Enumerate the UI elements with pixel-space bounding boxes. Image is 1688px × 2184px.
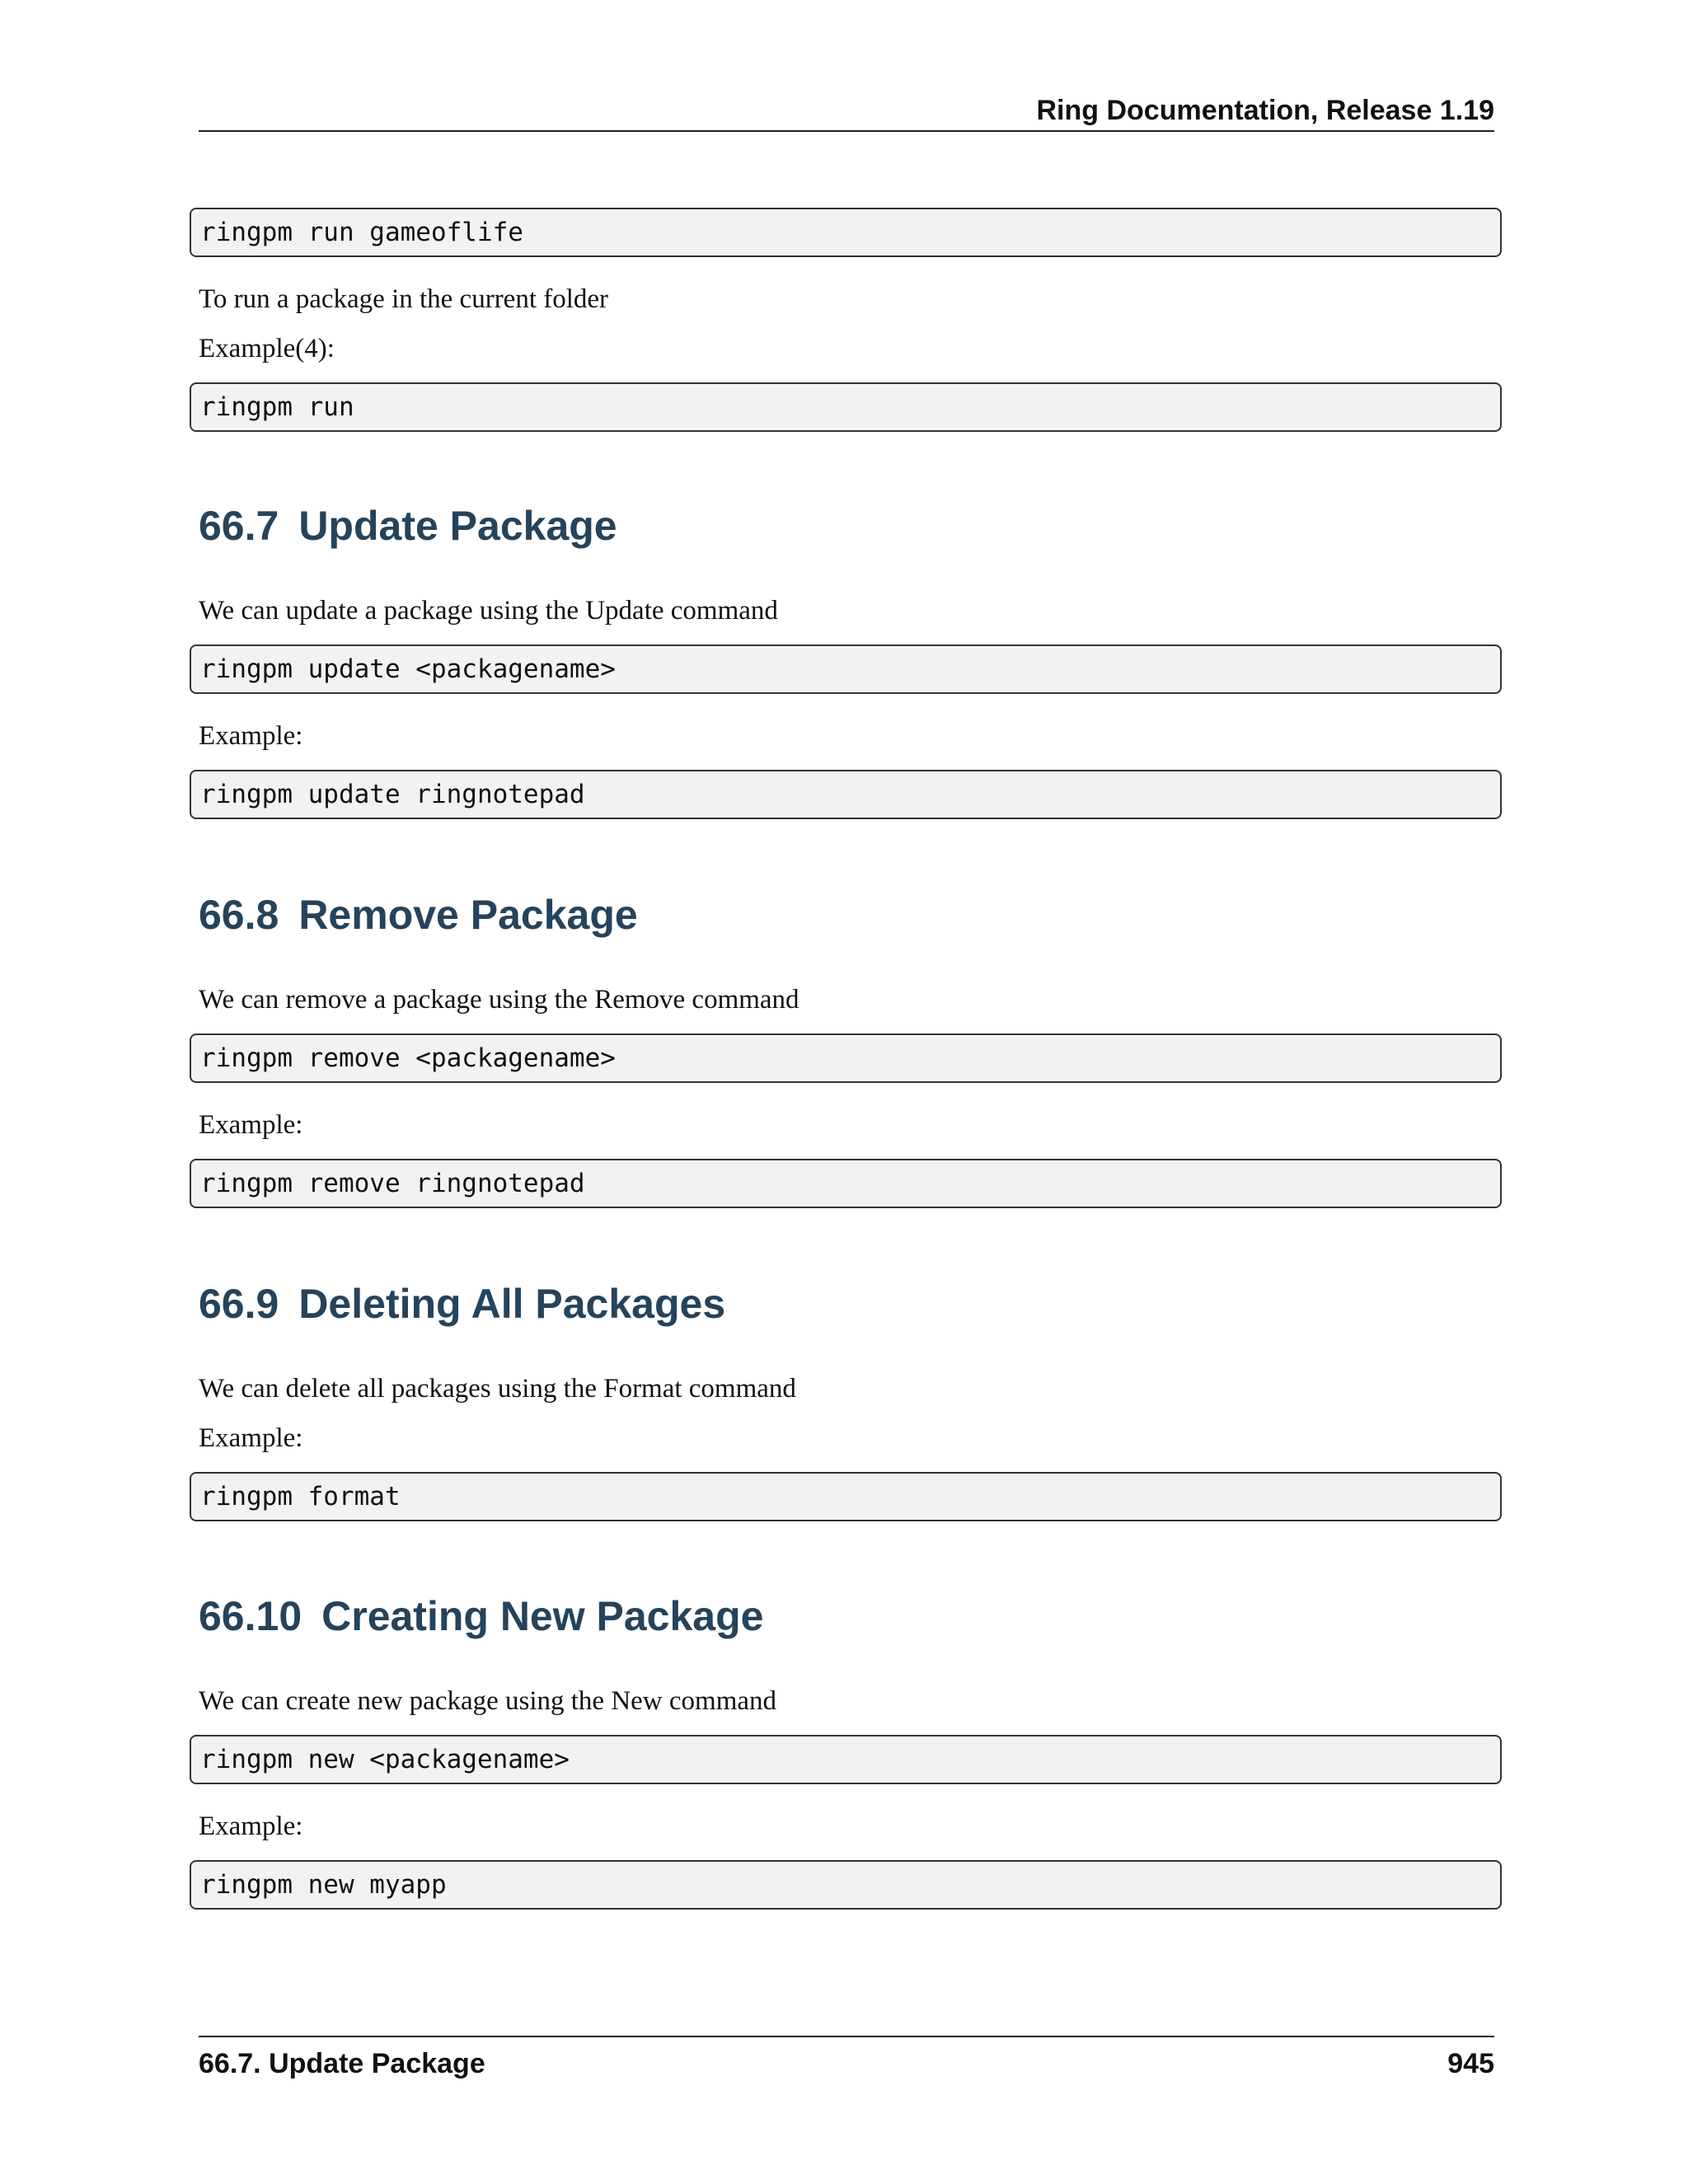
code-block-new-syntax: ringpm new <packagename> — [190, 1735, 1502, 1784]
paragraph-run-current-folder: To run a package in the current folder — [199, 284, 609, 314]
code-block-update-example: ringpm update ringnotepad — [190, 770, 1502, 819]
section-title: Update Package — [298, 503, 617, 549]
code-block-new-example: ringpm new myapp — [190, 1860, 1502, 1910]
paragraph-delete-example: Example: — [199, 1423, 303, 1453]
section-number: 66.9 — [199, 1281, 279, 1327]
section-title: Remove Package — [298, 892, 638, 938]
code-block-format: ringpm format — [190, 1472, 1502, 1521]
paragraph-example-4: Example(4): — [199, 334, 335, 363]
paragraph-new: We can create new package using the New command — [199, 1686, 777, 1716]
page-footer — [199, 2036, 1494, 2083]
paragraph-remove-example: Example: — [199, 1110, 303, 1140]
footer-section-title: 66.7. Update Package — [199, 2048, 485, 2079]
code-block-remove-example: ringpm remove ringnotepad — [190, 1159, 1502, 1208]
paragraph-new-example: Example: — [199, 1811, 303, 1841]
code-block-run-gameoflife: ringpm run gameoflife — [190, 208, 1502, 257]
section-number: 66.7 — [199, 503, 279, 549]
section-heading-remove-package — [199, 888, 638, 941]
paragraph-update: We can update a package using the Update command — [199, 596, 778, 626]
code-block-update-syntax: ringpm update <packagename> — [190, 644, 1502, 694]
section-number: 66.8 — [199, 892, 279, 938]
header-title: Ring Documentation, Release 1.19 — [1036, 95, 1494, 126]
code-block-remove-syntax: ringpm remove <packagename> — [190, 1033, 1502, 1083]
section-heading-update-package — [199, 499, 617, 552]
section-number: 66.10 — [199, 1593, 302, 1639]
paragraph-delete-all: We can delete all packages using the Format command — [199, 1374, 796, 1404]
section-title: Creating New Package — [321, 1593, 764, 1639]
footer-page-number: 945 — [1447, 2048, 1494, 2079]
code-block-run: ringpm run — [190, 382, 1502, 432]
paragraph-update-example: Example: — [199, 721, 303, 751]
page-header — [199, 91, 1494, 132]
section-heading-creating-new-package — [199, 1590, 763, 1643]
paragraph-remove: We can remove a package using the Remove command — [199, 985, 799, 1015]
section-title: Deleting All Packages — [298, 1281, 726, 1327]
section-heading-deleting-all-packages — [199, 1277, 725, 1330]
